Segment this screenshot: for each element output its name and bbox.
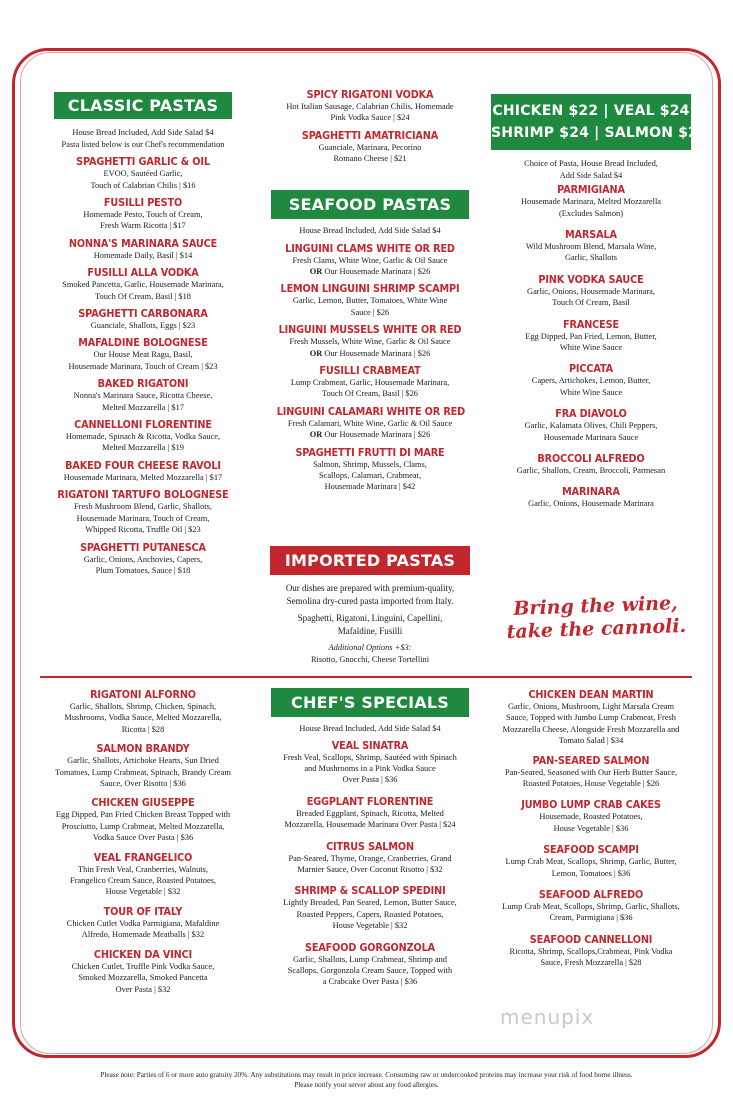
item-desc-line: Smoked Mozzarella, Smoked Pancetta	[78, 973, 208, 983]
menu-item	[38, 688, 248, 735]
item-name: RIGATONI ALFORNO	[90, 688, 196, 701]
classic-notes	[38, 127, 248, 150]
menu-item	[38, 266, 248, 302]
proteins-section	[488, 94, 709, 510]
item-name: LINGUINI CLAMS WHITE OR RED	[285, 241, 455, 255]
item-name: PAN-SEARED SALMON	[532, 753, 650, 767]
proteins-title-line: SHRIMP $24 | SALMON $26	[491, 125, 709, 141]
item-desc-line: Fresh Clams, White Wine, Garlic & Oil Sauce	[292, 255, 448, 265]
item-desc-line: Salmon, Shrimp, Mussels, Clams,	[313, 459, 427, 469]
item-name: BAKED FOUR CHEESE RAVOLI	[65, 458, 221, 472]
item-desc-line: Mozzarella, Housemade Marinara Over Pasta | $24	[284, 820, 456, 830]
menu-item	[38, 155, 248, 191]
menu-item	[264, 323, 476, 359]
item-name: PARMIGIANA	[557, 183, 625, 197]
item-desc-line: Housemade Marinara | $42	[324, 482, 416, 492]
proteins-title-line: CHICKEN $22 | VEAL $24	[492, 103, 690, 119]
seafood-pastas-title: SEAFOOD PASTAS	[288, 195, 452, 214]
item-desc-line: Homemade Pesto, Touch of Cream,	[83, 210, 203, 219]
item-name: CHICKEN GIUSEPPE	[91, 796, 195, 810]
item-name: CHICKEN DA VINCI	[93, 947, 193, 961]
item-desc-line: Nonna's Marinara Sauce, Ricotta Cheese,	[73, 391, 213, 401]
item-desc-line: Touch Of Cream, Basil | $18	[95, 291, 191, 301]
item-or-line	[264, 348, 476, 359]
item-name: SPAGHETTI PUTANESCA	[80, 540, 206, 554]
item-desc-line: Garlic, Shallots	[564, 253, 618, 263]
item-name: MARSALA	[565, 228, 617, 241]
item-name: SEAFOOD SCAMPI	[543, 843, 639, 857]
item-desc-line: Scallops, Calamari, Crabmeat,	[318, 471, 422, 481]
item-desc-line: Tomato Salad | $34	[558, 736, 624, 746]
imported-intro-line: Our dishes are prepared with premium-quality,	[285, 583, 455, 593]
item-desc-line: Homemade, Spinach & Ricotta, Vodka Sauce,	[65, 432, 221, 442]
item-name: SPICY RIGATONI VODKA	[306, 88, 434, 101]
item-desc-line: Housemade Marinara, Touch of Cream,	[76, 513, 210, 523]
menu-item	[38, 541, 248, 577]
item-desc-line: Roasted Potatoes, House Vegetable | $26	[522, 779, 660, 789]
bottom-right-section	[488, 688, 694, 969]
imported-pastas-banner	[270, 546, 470, 575]
item-desc-line: Whipped Ricotta, Truffle Oil | $23	[85, 525, 201, 535]
menu-item	[38, 796, 248, 843]
item-name: FUSILLI PESTO	[103, 196, 183, 209]
item-desc-line: Sauce, Fresh Mozzarella | $28	[540, 958, 642, 968]
item-desc-line: Garlic, Shallots, Shrimp, Chicken, Spinach,	[69, 702, 217, 711]
item-desc-line: Garlic, Onions, Housemade Marinara,	[527, 286, 655, 296]
menu-item	[488, 485, 694, 509]
item-name: FUSILLI ALLA VODKA	[87, 266, 199, 280]
or-word: OR	[309, 267, 323, 276]
item-desc-line: Breaded Eggplant, Spinach, Ricotta, Melted	[296, 808, 444, 818]
item-desc-line: Garlic, Shallots, Lump Crabmeat, Shrimp and	[293, 954, 447, 964]
menu-item	[38, 418, 248, 454]
item-desc-line: Lump Crab Meat, Scallops, Shrimp, Garlic, Shallots,	[502, 902, 680, 912]
tagline-line: Bring the wine,	[513, 592, 679, 620]
item-desc-line: Housemade Marinara Sauce	[543, 432, 639, 442]
item-desc-line: Garlic, Onions, Housemade Marinara	[528, 499, 654, 509]
menu-item	[264, 242, 476, 278]
seafood-pastas-section	[264, 190, 476, 493]
item-desc-line: Pink Vodka Sauce | $24	[330, 113, 410, 123]
item-desc-line: Housemade Marinara, Touch of Cream | $23	[68, 361, 218, 371]
note-line: House Bread Included, Add Side Salad $4	[72, 128, 214, 137]
item-desc-line: Guanciale, Shallots, Eggs | $23	[90, 321, 196, 331]
item-desc-line: Mozzarella Cheese, Alongside Fresh Mozzarella and	[502, 724, 680, 734]
item-desc-line: and Mushrooms in a Pink Vodka Sauce	[304, 764, 436, 773]
item-desc-line: Alfredo, Homemade Meatballs | $32	[81, 930, 205, 940]
item-desc-line: Fresh Calamari, White Wine, Garlic & Oil Sauce	[287, 418, 453, 428]
item-desc-line: Egg Dipped, Pan Fried, Lemon, Butter,	[525, 331, 657, 341]
note-line: Choice of Pasta, House Bread Included,	[524, 159, 658, 168]
footer-line: Please note: Parties of 6 or more auto gratuity 20%. Any substitutions may result in price increase. Consuming raw or undercooked proteins may increase your risk of food borne illness.	[100, 1071, 633, 1079]
item-desc-line: Homemade Daily, Basil | $14	[93, 250, 193, 260]
additional-options-label: Additional Options +$3:	[328, 643, 412, 652]
item-name: SPAGHETTI GARLIC & OIL	[76, 155, 210, 169]
menupix-watermark: menupix	[500, 1005, 595, 1029]
item-name: BAKED RIGATONI	[97, 377, 189, 391]
menu-item	[488, 933, 694, 969]
menu-item	[264, 739, 476, 786]
item-desc-line: Roasted Peppers, Capers, Roasted Potatoes,	[296, 909, 444, 919]
note-line: Add Side Salad $4	[559, 170, 623, 180]
menu-item	[264, 941, 476, 988]
item-name: FUSILLI CRABMEAT	[319, 364, 421, 378]
item-desc-line: Melted Mozzarella | $19	[102, 443, 184, 453]
item-desc-line: Housemade Marinara, Melted Mozzarella	[521, 197, 661, 207]
chefs-specials-section	[264, 688, 476, 988]
menu-item	[488, 688, 694, 747]
item-or-line	[264, 429, 476, 440]
item-desc-line: Scallops, Gorgonzola Cream Sauce, Topped with	[287, 966, 453, 976]
menu-item	[264, 840, 476, 876]
item-desc-line: Hot Italian Sausage, Calabrian Chilis, Homemade	[286, 102, 454, 111]
section-divider	[40, 676, 692, 678]
imported-list-line: Spaghetti, Rigatoni, Linguini, Capellini,	[297, 613, 443, 623]
item-name: SEAFOOD ALFREDO	[538, 888, 644, 902]
item-name: VEAL FRANGELICO	[93, 850, 193, 864]
proteins-notes	[488, 158, 694, 181]
item-name: SPAGHETTI FRUTTI DI MARE	[295, 445, 445, 459]
item-name: SALMON BRANDY	[96, 742, 190, 756]
menu-item	[488, 843, 694, 879]
item-desc-line: Garlic, Kalamata Olives, Chili Peppers,	[524, 421, 658, 431]
item-desc-line: Housemade Marinara, Melted Mozzarella | $17	[63, 472, 223, 482]
menu-item	[264, 405, 476, 441]
item-desc-line: Sauce, Over Risotto | $36	[100, 779, 186, 789]
item-name: LEMON LINGUINI SHRIMP SCAMPI	[280, 282, 460, 296]
menu-item	[38, 459, 248, 483]
classic-pastas-banner	[54, 92, 232, 119]
seafood-pastas-banner	[271, 190, 469, 219]
item-desc-line: House Vegetable | $32	[105, 887, 181, 897]
menu-item	[488, 228, 694, 264]
menu-item	[38, 948, 248, 995]
item-name: SEAFOOD GORGONZOLA	[305, 940, 435, 954]
item-desc-line: House Vegetable | $32	[332, 921, 408, 931]
item-name: EGGPLANT FLORENTINE	[306, 794, 434, 808]
menu-item	[264, 795, 476, 831]
item-desc-line: Over Pasta | $36	[342, 775, 398, 785]
item-desc-line: Touch Of Cream, Basil	[552, 298, 630, 308]
item-desc-line: Garlic, Onions, Anchovies, Capers,	[83, 554, 203, 564]
imported-list-line: Mafaldine, Fusilli	[337, 625, 403, 636]
item-desc-line: Lemon, Tomatoes | $36	[551, 868, 631, 878]
chefs-note: House Bread Included, Add Side Salad $4	[299, 724, 441, 733]
classic-item-list	[38, 155, 248, 576]
item-desc-line: (Excludes Salmon)	[559, 208, 623, 218]
imported-list	[264, 612, 476, 637]
footer-disclaimer	[30, 1070, 703, 1090]
item-desc-line: Garlic, Onions, Mushroom, Light Marsala Cream	[507, 702, 675, 711]
item-name: CANNELLONI FLORENTINE	[74, 418, 212, 432]
item-desc-line: Plum Tomatoes, Sauce | $18	[95, 565, 191, 575]
menu-item	[264, 884, 476, 931]
menu-item	[264, 364, 476, 400]
item-desc-line: Smoked Pancetta, Garlic, Housemade Marinara,	[62, 280, 224, 290]
item-name: SPAGHETTI CARBONARA	[78, 307, 208, 321]
chefs-specials-banner	[271, 688, 469, 717]
classic-pastas-section	[38, 92, 248, 576]
menu-item	[38, 905, 248, 941]
menu-item	[264, 129, 476, 165]
menu-item	[488, 318, 694, 354]
item-desc-line: Fresh Veal, Scallops, Shrimp, Sautéed with Spinach	[283, 752, 457, 762]
item-desc-line: Ricotta, Shrimp, Scallops,Crabmeat, Pink Vodka	[509, 946, 673, 956]
item-desc-line: Lump Crabmeat, Garlic, Housemade Marinara,	[290, 378, 450, 388]
tagline-line: take the cannoli.	[506, 614, 687, 644]
menu-item	[264, 88, 476, 124]
item-desc-line: Melted Mozzarella | $17	[102, 402, 184, 412]
item-desc-line: Touch of Calabrian Chilis | $16	[90, 180, 196, 190]
item-or-line	[264, 266, 476, 277]
item-desc-line: Pan-Seared, Thyme, Orange, Cranberries, Grand	[288, 853, 452, 863]
item-name: PICCATA	[568, 362, 614, 376]
item-desc-line: Lightly Breaded, Pan Seared, Lemon, Butter Sauce,	[283, 898, 457, 908]
or-rest: Our Housemade Marinara | $26	[322, 430, 431, 440]
seafood-note: House Bread Included, Add Side Salad $4	[299, 226, 441, 235]
item-desc-line: Housemade, Roasted Potatoes,	[539, 812, 643, 822]
menu-item	[488, 362, 694, 398]
item-desc-line: Fresh Mussels, White Wine, Garlic & Oil Sauce	[289, 337, 451, 347]
item-desc-line: Our House Meat Ragu, Basil,	[93, 350, 193, 360]
footer-line: Please notify your server about any food allergies.	[294, 1081, 439, 1089]
item-desc-line: Garlic, Shallots, Artichoke Hearts, Sun Dried	[67, 756, 219, 766]
item-desc-line: Chicken Cutlet, Truffle Pink Vodka Sauce,	[71, 961, 215, 971]
item-desc-line: Prosciutto, Lump Crabmeat, Melted Mozzarella,	[61, 821, 225, 831]
tagline	[495, 592, 696, 645]
item-desc-line: Marnier Sauce, Over Coconut Risotto | $32	[297, 865, 443, 875]
menu-item	[38, 237, 248, 261]
imported-pastas-section	[264, 546, 476, 665]
menu-item	[38, 851, 248, 898]
imported-intro	[264, 582, 476, 607]
middle-top-section	[264, 88, 476, 165]
item-desc-line: Romano Cheese | $21	[333, 154, 407, 164]
item-desc-line: Wild Mushroom Blend, Marsala Wine,	[525, 242, 657, 251]
item-desc-line: Garlic, Shallots, Cream, Broccoli, Parmesan	[516, 466, 666, 476]
item-desc-line: Egg Dipped, Pan Fried Chicken Breast Topped with	[55, 810, 231, 820]
item-name: MARINARA	[562, 485, 620, 499]
menu-item	[488, 183, 694, 219]
item-desc-line: Vodka Sauce Over Pasta | $36	[92, 833, 194, 843]
item-desc-line: Sauce, Topped with Jumbo Lump Crabmeat, Fresh	[506, 713, 676, 723]
note-line: Pasta listed below is our Chef's recommendation	[61, 139, 225, 149]
item-desc-line: Chicken Cutlet Vodka Parmigiana, Mafaldine	[66, 918, 220, 928]
menu-item	[488, 273, 694, 309]
menu-item	[38, 742, 248, 789]
menu-item	[38, 336, 248, 372]
item-desc-line: Capers, Artichokes, Lemon, Butter,	[531, 376, 651, 386]
item-name: FRANCESE	[563, 317, 619, 331]
menu-item	[38, 488, 248, 535]
item-name: CHICKEN DEAN MARTIN	[528, 688, 654, 701]
or-rest: Our Housemade Marinara | $26	[322, 348, 431, 358]
item-name: BROCCOLI ALFREDO	[537, 452, 645, 466]
menu-item	[488, 407, 694, 443]
item-name: LINGUINI CALAMARI WHITE OR RED	[276, 404, 466, 418]
imported-intro-line: Semolina dry-cured pasta imported from Italy.	[286, 595, 454, 606]
item-desc-line: Garlic, Lemon, Butter, Tomatoes, White Wine	[292, 296, 448, 306]
item-desc-line: White Wine Sauce	[559, 343, 623, 353]
menu-item	[488, 798, 694, 834]
item-desc-line: House Vegetable | $36	[553, 823, 629, 833]
item-desc-line: Thin Fresh Veal, Cranberries, Walnuts,	[78, 864, 208, 874]
item-desc-line: Touch Of Cream, Basil | $26	[322, 389, 418, 399]
or-word: OR	[309, 348, 323, 358]
menu-item	[38, 307, 248, 331]
item-desc-line: Over Pasta | $32	[115, 984, 171, 994]
or-rest: Our Housemade Marinara | $26	[322, 267, 431, 276]
item-desc-line: Tomatoes, Lump Crabmeat, Spinach, Brandy Cream	[55, 767, 231, 777]
menu-item	[488, 754, 694, 790]
menu-item	[488, 888, 694, 924]
item-desc-line: White Wine Sauce	[559, 387, 623, 397]
item-name: LINGUINI MUSSELS WHITE OR RED	[278, 323, 462, 337]
menu-item	[264, 282, 476, 318]
item-desc-line: Fresh Mushroom Blend, Garlic, Shallots,	[74, 502, 212, 512]
classic-pastas-title: CLASSIC PASTAS	[67, 96, 219, 115]
item-desc-line: Frangelico Cream Sauce, Roasted Potatoes,	[69, 876, 217, 886]
item-name: NONNA'S MARINARA SAUCE	[68, 236, 218, 250]
item-name: PINK VODKA SAUCE	[538, 272, 644, 286]
additional-options: Risotto, Gnocchi, Cheese Tortellini	[310, 654, 430, 664]
item-name: SHRIMP & SCALLOP SPEDINI	[294, 884, 446, 898]
or-word: OR	[309, 430, 323, 440]
item-desc-line: Pan-Seared, Seasoned with Our Herb Butter Sauce,	[504, 767, 678, 777]
item-name: VEAL SINATRA	[331, 738, 409, 752]
chefs-specials-title: CHEF'S SPECIALS	[291, 693, 449, 712]
item-name: SPAGHETTI AMATRICIANA	[301, 128, 439, 142]
item-desc-line: Fresh Warm Ricotta | $17	[100, 221, 186, 231]
proteins-banner	[491, 94, 709, 150]
imported-pastas-title: IMPORTED PASTAS	[284, 551, 456, 570]
item-desc-line: EVOO, Sautéed Garlic,	[103, 169, 183, 179]
menu-item	[264, 446, 476, 493]
item-desc-line: Sauce | $26	[350, 307, 390, 317]
item-desc-line: Ricotta | $28	[121, 724, 165, 734]
menu-item	[488, 452, 694, 476]
item-name: JUMBO LUMP CRAB CAKES	[521, 798, 661, 812]
menu-item	[38, 377, 248, 413]
item-name: TOUR OF ITALY	[103, 904, 183, 918]
item-name: SEAFOOD CANNELLONI	[529, 932, 653, 946]
item-name: FRA DIAVOLO	[555, 407, 627, 421]
item-name: MAFALDINE BOLOGNESE	[78, 336, 208, 350]
item-name: RIGATONI TARTUFO BOLOGNESE	[57, 488, 229, 502]
item-desc-line: Mushrooms, Vodka Sauce, Melted Mozzarella,	[64, 713, 222, 723]
item-name: CITRUS SALMON	[326, 839, 414, 853]
menu-item	[38, 196, 248, 232]
bottom-left-section	[38, 688, 248, 995]
item-desc-line: Guanciale, Marinara, Pecorino	[318, 142, 422, 152]
item-desc-line: a Crabcake Over Pasta | $36	[322, 977, 418, 987]
item-desc-line: Cream, Parmigiana | $36	[549, 913, 633, 923]
item-desc-line: Lump Crab Meat, Scallops, Shrimp, Garlic, Butter,	[505, 857, 677, 867]
